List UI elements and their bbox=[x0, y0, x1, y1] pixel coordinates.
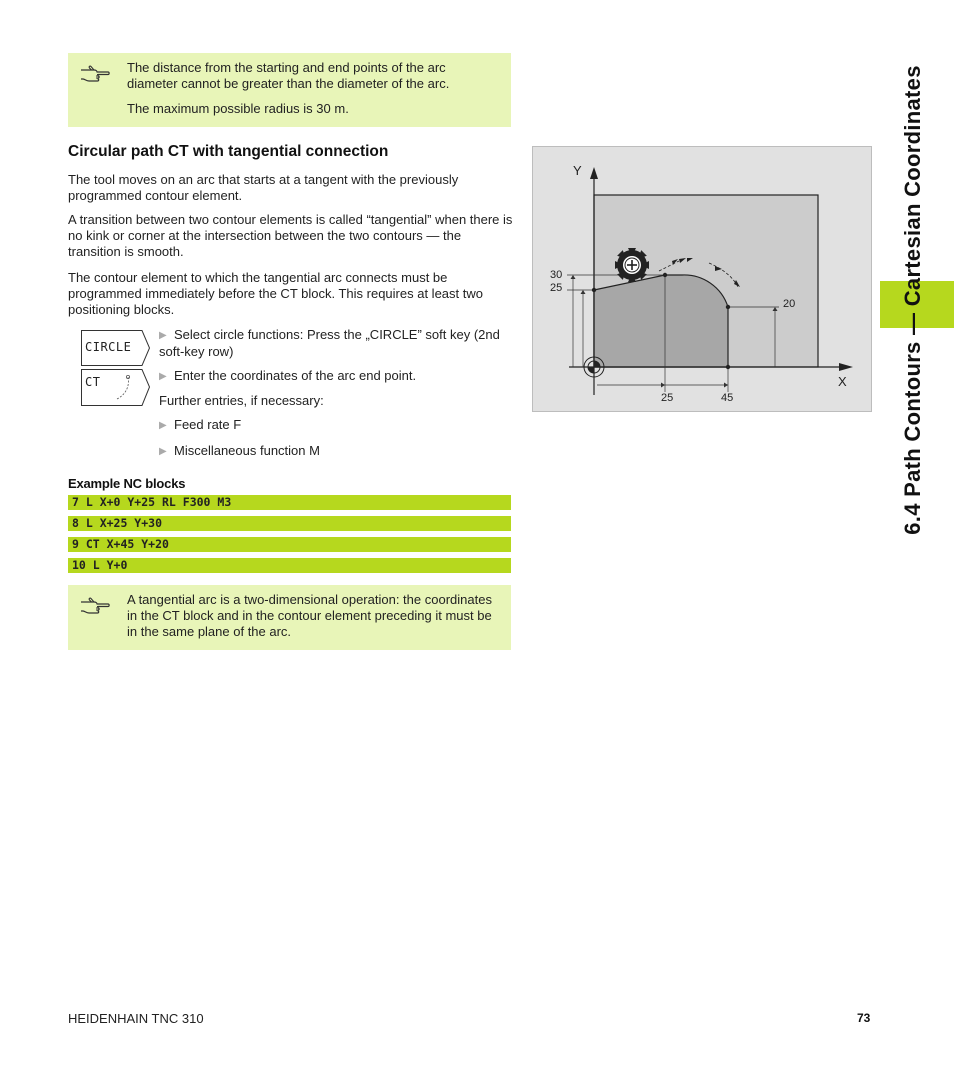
further-entries-label bbox=[159, 393, 514, 409]
milling-cutter-icon bbox=[615, 248, 649, 282]
page-number: 73 bbox=[857, 1011, 871, 1025]
x-axis-label: X bbox=[838, 374, 847, 389]
step-select-circle bbox=[159, 327, 514, 360]
section-heading: Circular path CT with tangential connection bbox=[68, 143, 389, 160]
contour-point bbox=[592, 288, 596, 292]
nc-block: 8 L X+25 Y+30 bbox=[68, 516, 511, 531]
y-axis-arrow-icon bbox=[590, 167, 598, 179]
x-label-25: 25 bbox=[661, 392, 674, 404]
paragraph: A transition between two contour elements is called “tangential” when there is no kink or corner at the intersection between the two contours — the transition is smooth. bbox=[68, 212, 513, 259]
ct-softkey[interactable] bbox=[81, 369, 149, 403]
step-text: Enter the coordinates of the arc end point. bbox=[174, 368, 417, 383]
contour-figure bbox=[532, 146, 872, 412]
arrow-right-icon: ▶ bbox=[159, 420, 167, 431]
paragraph: The contour element to which the tangential arc connects must be programmed immediately before the CT block. This requires at least two positioning blocks. bbox=[68, 270, 483, 317]
nc-block: 7 L X+0 Y+25 RL F300 M3 bbox=[68, 495, 511, 510]
softkey-label: CIRCLE bbox=[85, 340, 132, 354]
nc-block: 9 CT X+45 Y+20 bbox=[68, 537, 511, 552]
arrow-right-icon: ▶ bbox=[159, 330, 167, 341]
x-label-45: 45 bbox=[721, 392, 734, 404]
x-axis-arrow-icon bbox=[839, 363, 853, 371]
arrow-right-icon: ▶ bbox=[159, 446, 167, 457]
step-text: Miscellaneous function M bbox=[174, 443, 320, 458]
y-label-25: 25 bbox=[550, 282, 563, 294]
step-text: Select circle functions: Press the „CIRCLE” soft key (2nd soft-key row) bbox=[159, 327, 500, 359]
y-axis-label: Y bbox=[573, 163, 582, 178]
example-title: Example NC blocks bbox=[68, 476, 186, 491]
note-text: The distance from the starting and end points of the arc diameter cannot be greater than the diameter of the arc. bbox=[127, 60, 450, 91]
contour-point bbox=[663, 273, 667, 277]
note-text: A tangential arc is a two-dimensional operation: the coordinates in the CT block and in the contour element preceding it must be in the same plane of the arc. bbox=[127, 592, 492, 639]
chapter-title: 6.4 Path Contours — Cartesian Coordinates bbox=[900, 65, 925, 535]
step-enter-coordinates bbox=[159, 368, 514, 385]
circle-softkey[interactable] bbox=[81, 330, 149, 364]
step-feed-rate bbox=[159, 417, 514, 434]
nc-block: 10 L Y+0 bbox=[68, 558, 511, 573]
note-box-top bbox=[68, 53, 511, 127]
y-label-20: 20 bbox=[783, 298, 796, 310]
y-label-30: 30 bbox=[550, 269, 563, 281]
note-text: The maximum possible radius is 30 m. bbox=[127, 101, 349, 116]
contour-point bbox=[726, 365, 730, 369]
step-misc-function bbox=[159, 443, 514, 460]
contour-shape bbox=[594, 275, 728, 367]
contour-diagram bbox=[533, 147, 873, 413]
arrow-right-icon: ▶ bbox=[159, 371, 167, 382]
note-box-bottom bbox=[68, 585, 511, 650]
softkey-label: CT bbox=[85, 375, 101, 389]
step-text: Further entries, if necessary: bbox=[159, 393, 324, 408]
paragraph: The tool moves on an arc that starts at a tangent with the previously programmed contour element. bbox=[68, 172, 459, 203]
pointing-hand-icon bbox=[80, 63, 110, 83]
pointing-hand-icon bbox=[80, 595, 110, 615]
step-text: Feed rate F bbox=[174, 417, 242, 432]
footer-manual-name: HEIDENHAIN TNC 310 bbox=[68, 1011, 204, 1026]
contour-point bbox=[726, 305, 730, 309]
